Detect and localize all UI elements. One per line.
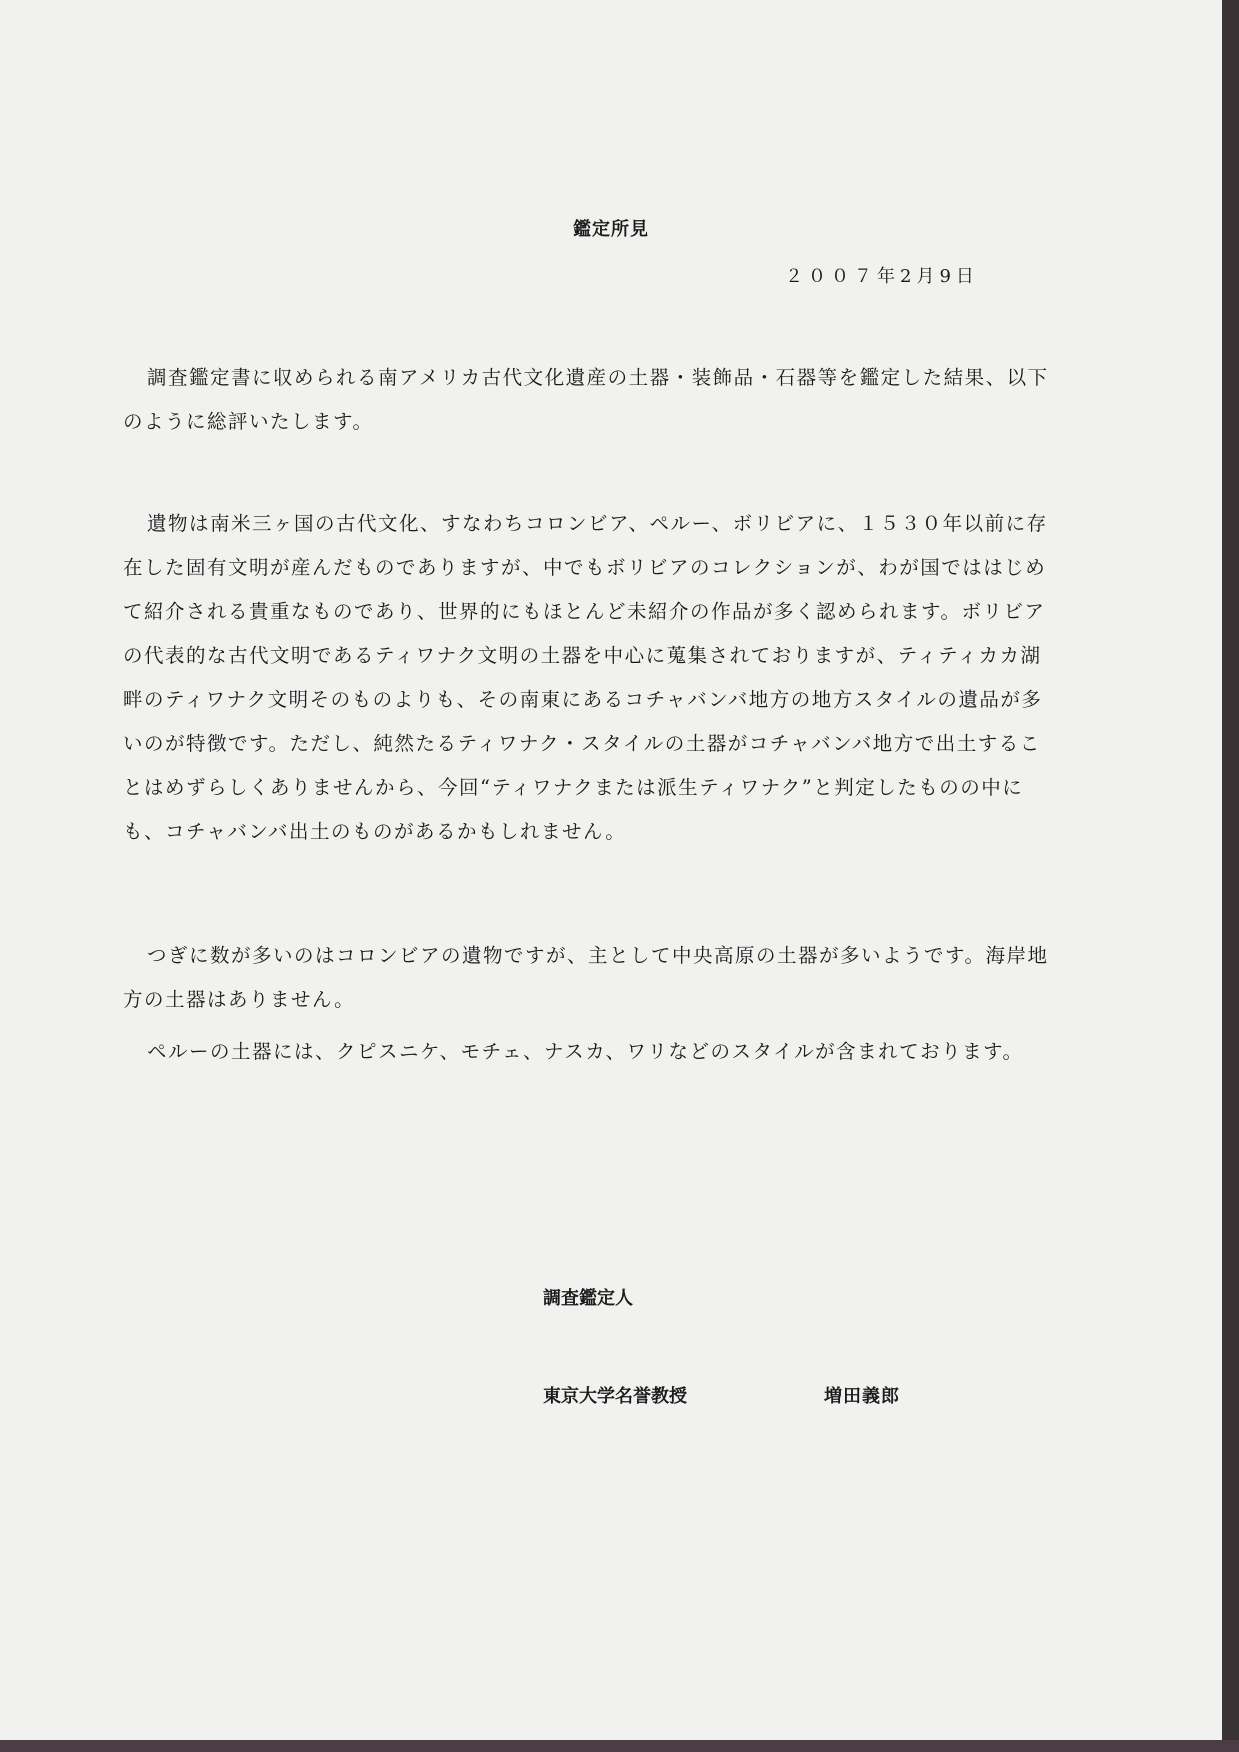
document-date: ２００７年2月9日 [785,266,979,287]
signature-name: 増田義郎 [824,1386,900,1407]
paragraph-peru: ペルーの土器には、クピスニケ、モチェ、ナスカ、ワリなどのスタイルが含まれております。 [147,1040,1024,1063]
scan-edge-right [1222,0,1239,1752]
paragraph-bolivia: 遺物は南米三ヶ国の古代文化、すなわちコロンビア、ペルー、ボリビアに、１５３０年以前に存在した固有文明が産んだものでありますが、中でもボリビアのコレクションが、わが国でははじめて紹介される貴重なものであり、世界的にもほとんど未紹介の作品が多く認められます。ボリビアの代表的な古代文明であるティワナク文明の土器を中心に蒐集されておりますが、ティティカカ湖畔のティワナク文明そのものよりも、その南東にあるコチャバンバ地方の地方スタイルの遺品が多いのが特徴です。ただし、純然たるティワナク・スタイルの土器がコチャバンバ地方で出土することはめずらしくありませんから、今回“ティワナクまたは派生ティワナク”と判定したものの中にも、コチャバンバ出土のものがあるかもしれません。 [123,512,1048,843]
signature-affiliation: 東京大学名誉教授 [543,1386,687,1407]
document-title: 鑑定所見 [573,219,649,240]
paragraph-colombia: つぎに数が多いのはコロンビアの遺物ですが、主として中央高原の土器が多いようです。海岸地方の土器はありません。 [123,944,1049,1011]
signature-label: 調査鑑定人 [543,1288,633,1309]
paragraph-summary: 調査鑑定書に収められる南アメリカ古代文化遺産の土器・装飾品・石器等を鑑定した結果、以下のように総評いたします。 [123,366,1049,433]
scan-edge-bottom [0,1740,1239,1752]
